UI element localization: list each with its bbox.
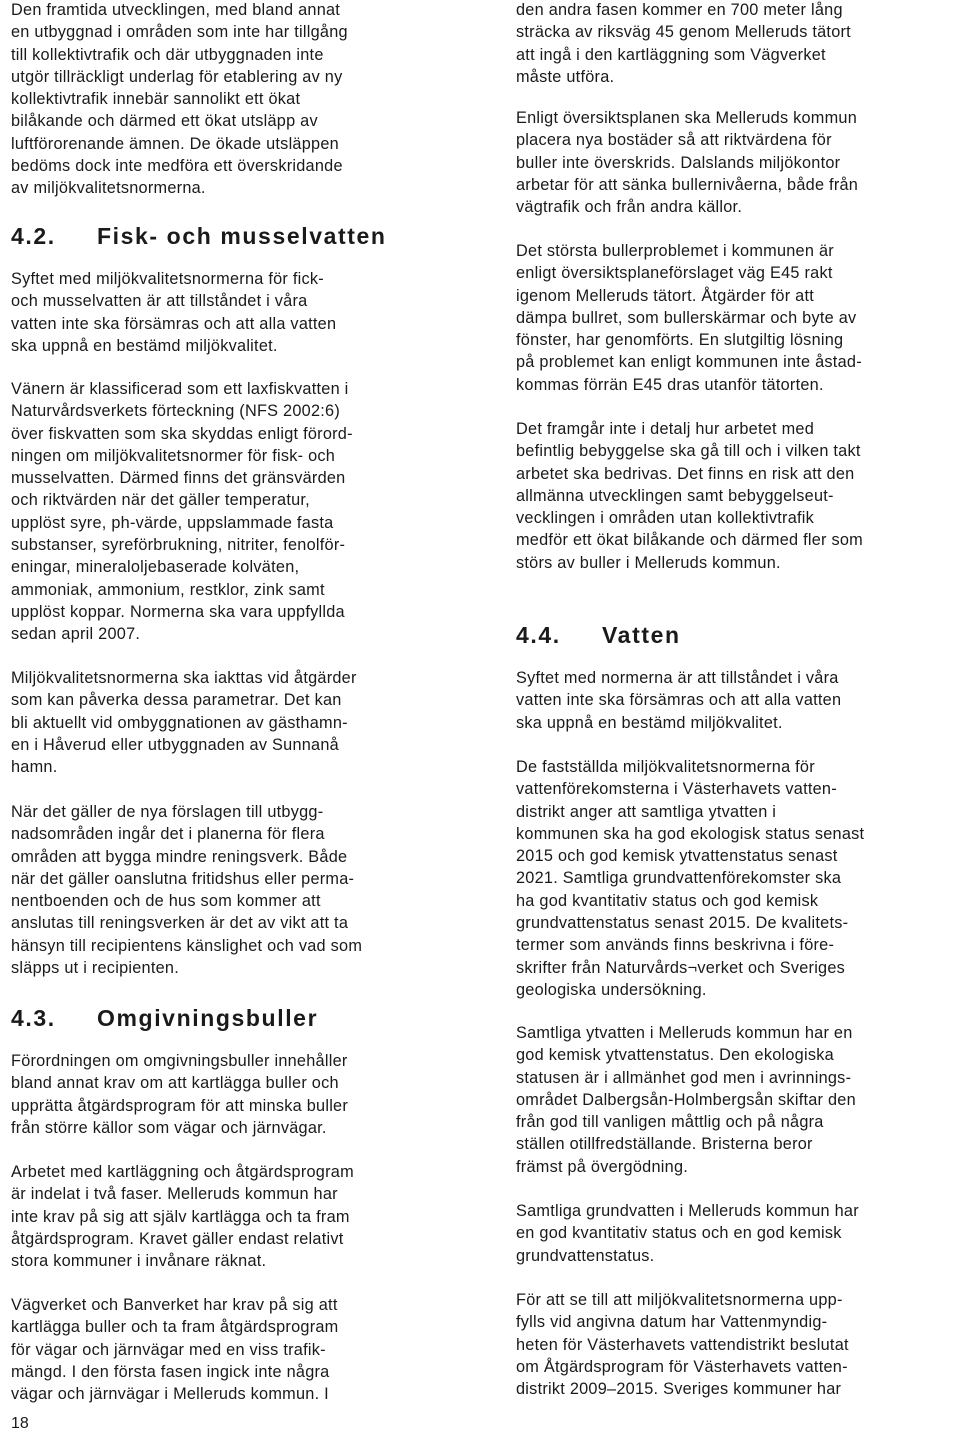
text-line: till kollektivtrafik och där utbyggnaden inte xyxy=(11,45,324,64)
text-line: från större källor som vägar och järnvägar. xyxy=(11,1118,327,1137)
paragraph-right-4 xyxy=(516,667,952,734)
text-line: Miljökvalitetsnormerna ska iakttas vid åtgärder xyxy=(11,669,357,687)
text-line: substanser, syreförbrukning, nitriter, fenolför- xyxy=(11,536,346,555)
text-line: befintlig bebyggelse ska gå till och i vilken takt xyxy=(516,442,861,461)
paragraph-right-3 xyxy=(516,418,952,574)
paragraph-right-8 xyxy=(516,1289,952,1400)
text-line: en god kvantitativ status och en god kemisk xyxy=(516,1224,842,1243)
text-line: Arbetet med kartläggning och åtgärdsprogram xyxy=(11,1163,354,1181)
text-line: kommunen ska ha god ekologisk status senast xyxy=(516,824,865,843)
text-line: arbetar för att sänka bullernivåerna, både från xyxy=(516,175,859,194)
text-line: Vägverket och Banverket har krav på sig att xyxy=(11,1296,338,1314)
section-title: Omgivningsbuller xyxy=(97,1005,319,1031)
text-line: distrikt 2009–2015. Sveriges kommuner har xyxy=(516,1380,842,1399)
text-line: När det gäller de nya förslagen till utbygg- xyxy=(11,803,324,821)
text-line: Samtliga grundvatten i Melleruds kommun har xyxy=(516,1202,859,1220)
paragraph-right-7 xyxy=(516,1200,952,1267)
section-number: 4.4. xyxy=(516,622,561,648)
text-line: upplöst koppar. Normerna ska vara uppfyllda xyxy=(11,602,345,621)
text-line: Syftet med normerna är att tillståndet i våra xyxy=(516,669,839,687)
text-line: området Dalbergsån-Holmbergsån skiftar den xyxy=(516,1090,856,1109)
paragraph-left-0 xyxy=(11,0,447,200)
paragraph-left-5 xyxy=(11,1050,447,1139)
text-line: nadsområden ingår det i planerna för flera xyxy=(11,825,325,844)
text-line: är indelat i två faser. Melleruds kommun har xyxy=(11,1185,338,1204)
text-line: vatten inte ska försämras och att alla vatten xyxy=(516,691,842,710)
section-title: Vatten xyxy=(602,622,681,648)
text-line: att ingå i den kartläggning som Vägverket xyxy=(516,45,826,64)
text-line: igenom Melleruds tätort. Åtgärder för att xyxy=(516,286,815,305)
text-line: buller inte överskrids. Dalslands miljökontor xyxy=(516,153,841,172)
paragraph-left-4 xyxy=(11,801,447,979)
text-line: Det framgår inte i detalj hur arbetet med xyxy=(516,420,815,438)
text-line: 2021. Samtliga grundvattenförekomster ska xyxy=(516,869,842,888)
text-line: ningen om miljökvalitetsnormer för fisk- och xyxy=(11,446,336,465)
text-line: vecklingen i områden utan kollektivtrafik xyxy=(516,509,815,528)
text-line: grundvattenstatus senast 2015. De kvalitets- xyxy=(516,914,849,933)
text-line: distrikt anger att samtliga ytvatten i xyxy=(516,802,777,821)
text-line: Vänern är klassificerad som ett laxfiskvatten i xyxy=(11,380,349,398)
text-line: sedan april 2007. xyxy=(11,625,141,644)
text-line: eningar, mineraloljebaserade kolväten, xyxy=(11,558,300,577)
paragraph-right-2 xyxy=(516,240,952,396)
section-number: 4.2. xyxy=(11,223,56,249)
text-line: luftförorenande ämnen. De ökade utsläppen xyxy=(11,134,339,153)
text-line: åtgärdsprogram. Kravet gäller endast relativt xyxy=(11,1229,344,1248)
text-line: hänsyn till recipientens känslighet och vad som xyxy=(11,936,363,955)
text-line: statusen är i allmänhet god men i avrinnings- xyxy=(516,1068,852,1087)
text-line: 2015 och god kemisk ytvattenstatus senast xyxy=(516,847,838,866)
text-line: dämpa bullret, som bullerskärmar och byte av xyxy=(516,308,857,327)
text-line: Förordningen om omgivningsbuller innehåller xyxy=(11,1052,348,1070)
text-line: stora kommuner i invånare räknat. xyxy=(11,1252,267,1271)
text-line: inte krav på sig att själv kartlägga och ta fram xyxy=(11,1207,350,1226)
text-line: vattenförekomsterna i Västerhavets vatten- xyxy=(516,780,837,799)
text-line: skrifter från Naturvårds¬verket och Sveriges xyxy=(516,958,846,977)
section-title: Fisk- och musselvatten xyxy=(97,223,387,249)
text-line: vägar och järnvägar i Melleruds kommun. I xyxy=(11,1385,329,1404)
text-line: sträcka av riksväg 45 genom Melleruds tätort xyxy=(516,23,851,42)
text-line: musselvatten. Därmed finns det gränsvärden xyxy=(11,469,346,488)
text-line: Den framtida utvecklingen, med bland annat xyxy=(11,1,341,19)
text-line: god kemisk ytvattenstatus. Den ekologiska xyxy=(516,1046,834,1065)
text-line: av miljökvalitetsnormerna. xyxy=(11,179,206,198)
text-line: kommas förrän E45 dras utanför tätorten. xyxy=(516,375,824,394)
paragraph-left-3 xyxy=(11,667,447,778)
text-line: bilåkande och därmed ett ökat utsläpp av xyxy=(11,112,318,131)
text-line: och musselvatten är att tillståndet i våra xyxy=(11,292,308,311)
text-line: på problemet kan enligt kommunen inte åstad- xyxy=(516,353,862,372)
text-line: vägtrafik och från andra källor. xyxy=(516,198,743,217)
paragraph-right-5 xyxy=(516,756,952,1001)
text-line: en utbyggnad i områden som inte har tillgång xyxy=(11,23,348,42)
text-line: när det gäller oanslutna fritidshus eller perma- xyxy=(11,869,355,888)
text-line: främst på övergödning. xyxy=(516,1157,689,1176)
text-line: måste utföra. xyxy=(516,67,615,86)
text-line: Syftet med miljökvalitetsnormerna för fick- xyxy=(11,270,324,288)
paragraph-right-1 xyxy=(516,107,952,218)
text-line: heten för Västerhavets vattendistrikt beslutat xyxy=(516,1335,849,1354)
text-line: geologiska undersökning. xyxy=(516,980,707,999)
paragraph-left-7 xyxy=(11,1294,447,1405)
text-line: mängd. I den första fasen ingick inte några xyxy=(11,1362,330,1381)
text-line: medför ett ökat bilåkande och därmed fler som xyxy=(516,531,863,550)
text-line: enligt översiktsplaneförslaget väg E45 rakt xyxy=(516,264,833,283)
text-line: grundvattenstatus. xyxy=(516,1246,655,1265)
text-line: bedöms dock inte medföra ett överskridande xyxy=(11,157,343,176)
paragraph-left-2 xyxy=(11,378,447,646)
paragraph-left-6 xyxy=(11,1161,447,1272)
page-number: 18 xyxy=(11,1415,29,1432)
text-line: bland annat krav om att kartlägga buller och xyxy=(11,1074,339,1093)
text-line: allmänna utvecklingen samt bebyggelseut- xyxy=(516,486,834,505)
text-line: fylls vid angivna datum har Vattenmyndig- xyxy=(516,1313,828,1332)
text-line: kollektivtrafik innebär sannolikt ett ökat xyxy=(11,90,301,109)
text-line: områden att bygga mindre reningsverk. Både xyxy=(11,847,348,866)
text-line: De fastställda miljökvalitetsnormerna för xyxy=(516,758,815,776)
text-line: från god till vanligen måttlig och på några xyxy=(516,1113,824,1132)
section-heading-4-4 xyxy=(516,621,681,649)
text-line: Samtliga ytvatten i Melleruds kommun har en xyxy=(516,1024,853,1042)
text-line: släpps ut i recipienten. xyxy=(11,959,180,978)
text-line: Enligt översiktsplanen ska Melleruds kommun xyxy=(516,109,858,127)
text-line: placera nya bostäder så att riktvärdena för xyxy=(516,131,832,150)
text-line: upprätta åtgärdsprogram för att minska buller xyxy=(11,1096,349,1115)
text-line: bli aktuellt vid ombyggnationen av gästhamn- xyxy=(11,713,348,732)
text-line: Det största bullerproblemet i kommunen är xyxy=(516,242,834,260)
text-line: termer som används finns beskrivna i före- xyxy=(516,936,835,955)
text-line: ammoniak, ammonium, restklor, zink samt xyxy=(11,580,325,599)
text-line: arbetet ska bedrivas. Det finns en risk att den xyxy=(516,464,855,483)
text-line: För att se till att miljökvalitetsnormerna upp- xyxy=(516,1291,843,1309)
text-line: upplöst syre, ph-värde, uppslammade fasta xyxy=(11,513,334,532)
text-line: över fiskvatten som ska skyddas enligt förord- xyxy=(11,424,353,443)
text-line: och riktvärden när det gäller temperatur, xyxy=(11,491,310,510)
section-heading-4-2 xyxy=(11,222,387,250)
text-line: vatten inte ska försämras och att alla vatten xyxy=(11,314,337,333)
text-line: ska uppnå en bestämd miljökvalitet. xyxy=(11,336,278,355)
paragraph-right-6 xyxy=(516,1022,952,1178)
section-number: 4.3. xyxy=(11,1005,56,1031)
text-line: Naturvårdsverkets förteckning (NFS 2002:6) xyxy=(11,402,341,421)
paragraph-left-1 xyxy=(11,268,447,357)
section-heading-4-3 xyxy=(11,1004,318,1032)
text-line: ska uppnå en bestämd miljökvalitet. xyxy=(516,713,783,732)
text-line: som kan påverka dessa parametrar. Det kan xyxy=(11,691,342,710)
text-line: för vägar och järnvägar med en viss trafik- xyxy=(11,1340,326,1359)
text-line: hamn. xyxy=(11,758,58,777)
text-line: ställen otillfredställande. Bristerna beror xyxy=(516,1135,813,1154)
text-line: om Åtgärdsprogram för Västerhavets vatten- xyxy=(516,1357,848,1376)
text-line: kartlägga buller och ta fram åtgärdsprogram xyxy=(11,1318,339,1337)
paragraph-right-0 xyxy=(516,0,952,88)
text-line: nentboenden och de hus som kommer att xyxy=(11,892,321,911)
text-line: den andra fasen kommer en 700 meter lång xyxy=(516,1,843,19)
text-line: ha god kvantitativ status och god kemisk xyxy=(516,891,819,910)
text-line: anslutas till reningsverken är det av vikt att ta xyxy=(11,914,349,933)
text-line: en i Håverud eller utbyggnaden av Sunnanå xyxy=(11,735,339,754)
text-line: utgör tillräckligt underlag för etablering av ny xyxy=(11,67,343,86)
text-line: störs av buller i Melleruds kommun. xyxy=(516,553,781,572)
text-line: fönster, har genomförts. En slutgiltig lösning xyxy=(516,331,844,350)
